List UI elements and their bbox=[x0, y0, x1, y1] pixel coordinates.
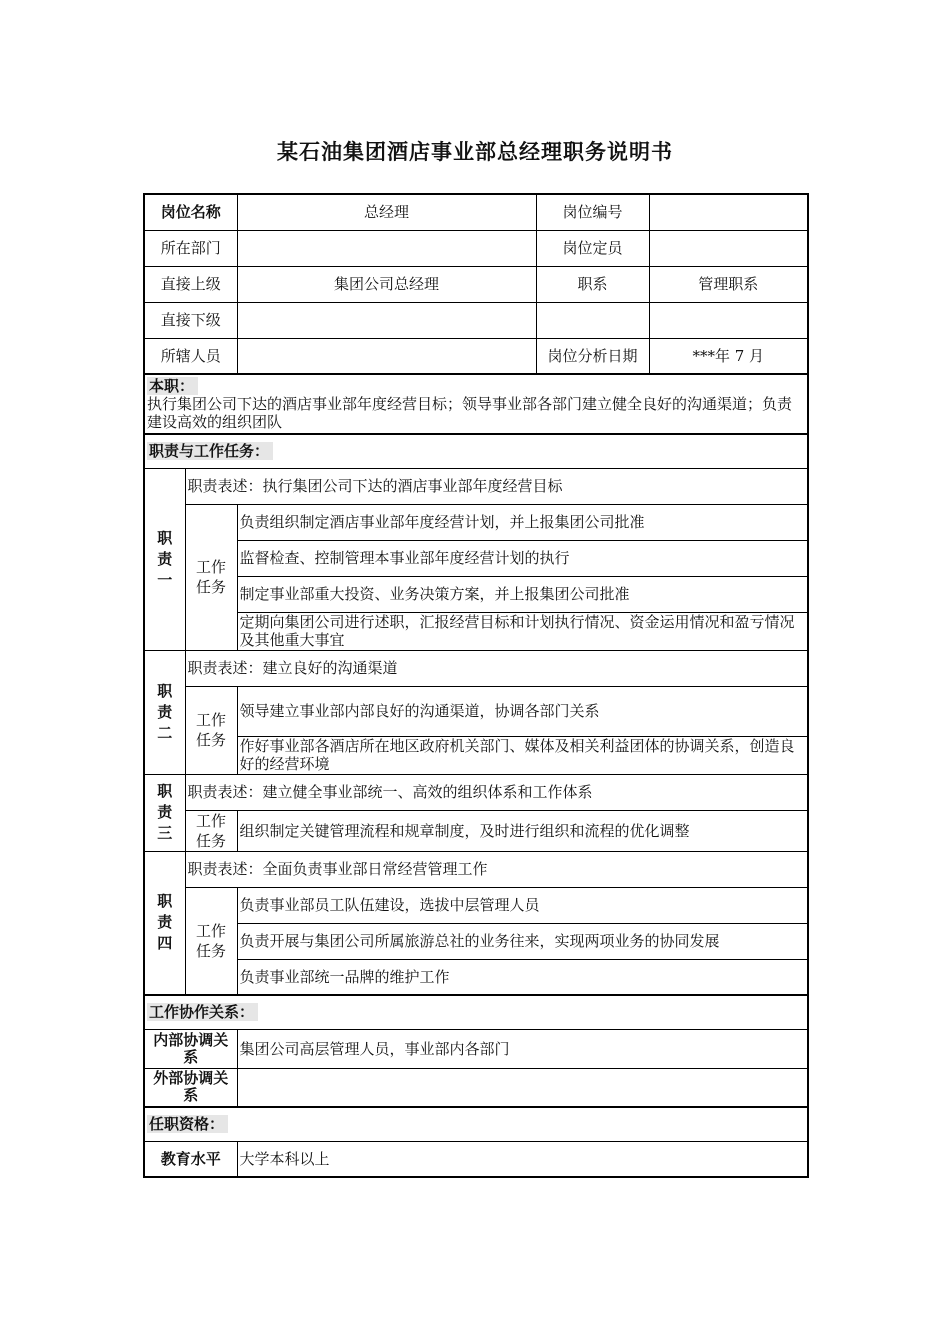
duty-4-task-label: 工作任务 bbox=[185, 887, 237, 995]
duty-4-task-row-3 bbox=[144, 959, 808, 995]
coop-internal-row bbox=[144, 1029, 808, 1068]
education-label: 教育水平 bbox=[144, 1141, 237, 1177]
duty-1-task-row-2 bbox=[144, 540, 808, 576]
duty-1-task-row-3 bbox=[144, 576, 808, 612]
duty-1-task-1: 负责组织制定酒店事业部年度经营计划，并上报集团公司批准 bbox=[237, 504, 808, 540]
duty-4-label: 职责四 bbox=[144, 851, 185, 995]
duty-3-desc-row bbox=[144, 774, 808, 810]
duty-1-task-3: 制定事业部重大投资、业务决策方案，并上报集团公司批准 bbox=[237, 576, 808, 612]
value-analysis-date: ***年 7 月 bbox=[649, 338, 808, 374]
label-department: 所在部门 bbox=[144, 230, 237, 266]
duty-2-task-row-2 bbox=[144, 736, 808, 774]
duty-3-task-1: 组织制定关键管理流程和规章制度，及时进行组织和流程的优化调整 bbox=[237, 810, 808, 851]
page-title: 某石油集团酒店事业部总经理职务说明书 bbox=[277, 140, 673, 164]
value-job-family: 管理职系 bbox=[649, 266, 808, 302]
qual-edu-row bbox=[144, 1141, 808, 1177]
duty-1-task-row-4 bbox=[144, 612, 808, 650]
info-row-1 bbox=[144, 194, 808, 230]
value-position-number bbox=[649, 194, 808, 230]
duty-4-task-2: 负责开展与集团公司所属旅游总社的业务往来，实现两项业务的协同发展 bbox=[237, 923, 808, 959]
duty-3-task-label: 工作任务 bbox=[185, 810, 237, 851]
duty-4-task-1: 负责事业部员工队伍建设，选拔中层管理人员 bbox=[237, 887, 808, 923]
duty-3-label: 职责三 bbox=[144, 774, 185, 851]
duty-1-task-label: 工作任务 bbox=[185, 504, 237, 650]
coop-heading-row bbox=[144, 995, 808, 1029]
duty-2-task-label: 工作任务 bbox=[185, 686, 237, 774]
duty-2-task-row-1 bbox=[144, 686, 808, 736]
value-headcount bbox=[649, 230, 808, 266]
duty-1-task-row-1 bbox=[144, 504, 808, 540]
value-position-name: 总经理 bbox=[237, 194, 536, 230]
label-empty bbox=[536, 302, 649, 338]
info-row-3 bbox=[144, 266, 808, 302]
duty-2-desc-row bbox=[144, 650, 808, 686]
info-row-5 bbox=[144, 338, 808, 374]
coop-external-row bbox=[144, 1068, 808, 1107]
duty-1-task-4: 定期向集团公司进行述职，汇报经营目标和计划执行情况、资金运用情况和盈亏情况及其他重大事宜 bbox=[237, 612, 808, 650]
duty-4-task-row-2 bbox=[144, 923, 808, 959]
internal-coord-label: 内部协调关系 bbox=[144, 1029, 237, 1068]
duty-1-label: 职责一 bbox=[144, 468, 185, 650]
label-position-number: 岗位编号 bbox=[536, 194, 649, 230]
label-position-name: 岗位名称 bbox=[144, 194, 237, 230]
duties-heading: 职责与工作任务： bbox=[147, 442, 273, 460]
value-department bbox=[237, 230, 536, 266]
label-analysis-date: 岗位分析日期 bbox=[536, 338, 649, 374]
external-coord-label: 外部协调关系 bbox=[144, 1068, 237, 1107]
benzhi-cell bbox=[144, 374, 808, 434]
duties-heading-row bbox=[144, 434, 808, 468]
info-row-2 bbox=[144, 230, 808, 266]
value-empty bbox=[649, 302, 808, 338]
duty-2-task-2: 作好事业部各酒店所在地区政府机关部门、媒体及相关利益团体的协调关系，创造良好的经营环境 bbox=[237, 736, 808, 774]
external-coord-value bbox=[237, 1068, 808, 1107]
duty-1-desc: 职责表述：执行集团公司下达的酒店事业部年度经营目标 bbox=[185, 468, 808, 504]
duty-1-desc-row bbox=[144, 468, 808, 504]
duty-2-label: 职责二 bbox=[144, 650, 185, 774]
value-staff bbox=[237, 338, 536, 374]
benzhi-heading: 本职： bbox=[147, 377, 198, 395]
duty-4-task-row-1 bbox=[144, 887, 808, 923]
duty-2-task-1: 领导建立事业部内部良好的沟通渠道，协调各部门关系 bbox=[237, 686, 808, 736]
benzhi-text: 执行集团公司下达的酒店事业部年度经营目标；领导事业部各部门建立健全良好的沟通渠道；负责建设高效的组织团队 bbox=[147, 395, 793, 431]
duty-3-task-row-1 bbox=[144, 810, 808, 851]
internal-coord-value: 集团公司高层管理人员，事业部内各部门 bbox=[237, 1029, 808, 1068]
label-direct-subordinate: 直接下级 bbox=[144, 302, 237, 338]
value-direct-superior: 集团公司总经理 bbox=[237, 266, 536, 302]
duty-4-task-3: 负责事业部统一品牌的维护工作 bbox=[237, 959, 808, 995]
benzhi-row bbox=[144, 374, 808, 434]
job-description-table bbox=[143, 193, 807, 1178]
duty-4-desc: 职责表述：全面负责事业部日常经营管理工作 bbox=[185, 851, 808, 887]
label-job-family: 职系 bbox=[536, 266, 649, 302]
value-direct-subordinate bbox=[237, 302, 536, 338]
qual-heading-row bbox=[144, 1107, 808, 1141]
duty-2-desc: 职责表述：建立良好的沟通渠道 bbox=[185, 650, 808, 686]
label-direct-superior: 直接上级 bbox=[144, 266, 237, 302]
duty-4-desc-row bbox=[144, 851, 808, 887]
duty-1-task-2: 监督检查、控制管理本事业部年度经营计划的执行 bbox=[237, 540, 808, 576]
label-staff: 所辖人员 bbox=[144, 338, 237, 374]
duty-3-desc: 职责表述：建立健全事业部统一、高效的组织体系和工作体系 bbox=[185, 774, 808, 810]
coop-heading: 工作协作关系： bbox=[147, 1003, 258, 1021]
label-headcount: 岗位定员 bbox=[536, 230, 649, 266]
qual-heading: 任职资格： bbox=[147, 1115, 228, 1133]
info-row-4 bbox=[144, 302, 808, 338]
education-value: 大学本科以上 bbox=[237, 1141, 808, 1177]
